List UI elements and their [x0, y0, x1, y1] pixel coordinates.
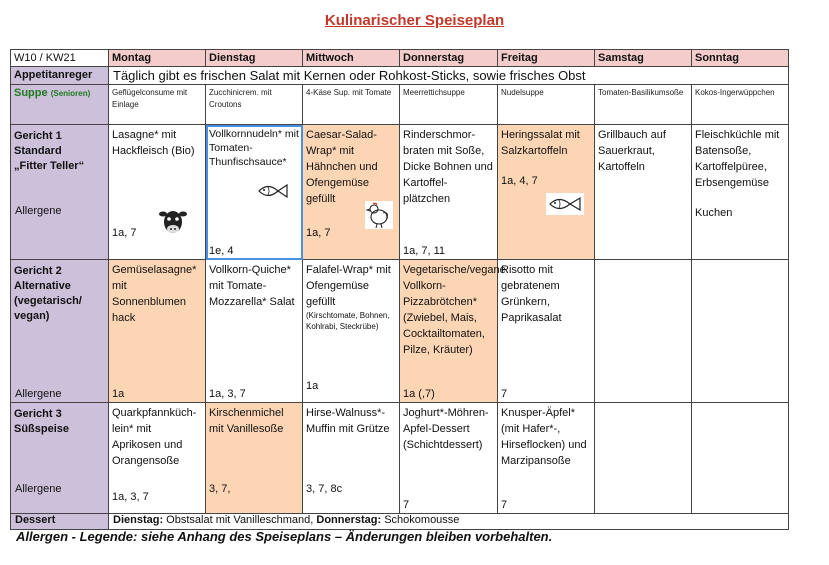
dish3-row [11, 403, 789, 514]
dish1-label-line: Gericht 1 [14, 130, 62, 142]
dessert-day: Donnerstag: [316, 514, 382, 526]
week-label: W10 / KW21 [11, 50, 109, 67]
dish-text: Vollkornnudeln* mit Tomaten-Thunfischsauce* [209, 128, 299, 168]
dish-text: Falafel-Wrap* mit Ofengemüse gefüllt [306, 264, 391, 308]
dish-cell [400, 260, 506, 403]
dish-allergens: 3, 7, [209, 483, 231, 495]
dish-cell [498, 125, 595, 260]
soup-item: Zucchinicrem. mit Croutons [206, 85, 303, 125]
menu-table [10, 49, 789, 530]
dessert-item: Schokomousse [381, 514, 460, 526]
soup-item: Kokos-Ingerwüppchen [692, 85, 789, 125]
row-label-dish3 [11, 403, 109, 514]
dish-cell [206, 125, 303, 260]
dish-text: Vollkorn-Quiche* mit Tomate-Mozzarella* Salat [209, 264, 295, 308]
dish1-label-line: „Fitter Teller“ [14, 160, 85, 172]
soup-label: Suppe [14, 87, 48, 99]
soup-item: Tomaten-Basilikumsoße [595, 85, 692, 125]
page-title: Kulinarischer Speiseplan [324, 12, 505, 29]
dish-cell [206, 403, 303, 514]
dish-cell [303, 260, 400, 403]
soup-item: 4-Käse Sup. mit Tomate [303, 85, 400, 125]
dish-text: Heringssalat mit Salzkartoffeln [501, 129, 580, 157]
allergens-label: Allergene [15, 205, 62, 217]
dish-allergens: 7 [501, 388, 508, 400]
dish-cell [595, 125, 692, 260]
dish-cell [595, 260, 692, 403]
allergens-label: Allergene [15, 483, 62, 495]
dish2-label-line: Gericht 2 [14, 265, 62, 277]
soup-item: Nudelsuppe [498, 85, 595, 125]
dish-text: Knusper-Äpfel* (mit Hafer*-, Hirseflocken) und Marzipansoße [501, 407, 587, 467]
dish-allergens: 1a, 3, 7 [209, 388, 246, 400]
dish2-label-line: vegan) [14, 310, 50, 322]
day-header: Freitag [498, 50, 595, 67]
dish-allergens: 1a, 7 [306, 227, 331, 239]
cow-icon [159, 205, 187, 237]
soup-row [11, 85, 789, 125]
dish1-label-line: Standard [14, 145, 62, 157]
dish-allergens: 1a, 7 [112, 227, 137, 239]
dish-text: Hirse-Walnuss*-Muffin mit Grütze [306, 407, 390, 435]
dish-cell [400, 403, 498, 514]
dessert-row [11, 514, 789, 530]
dish-allergens: 3, 7, 8c [306, 483, 343, 495]
dish-cell [206, 260, 303, 403]
day-header: Sonntag [692, 50, 789, 67]
appetizer-row [11, 67, 789, 85]
day-header: Montag [109, 50, 206, 67]
dish-text: Lasagne* mit Hackfleisch (Bio) [112, 129, 195, 157]
dish-allergens: 1e, 4 [209, 245, 234, 257]
fish-icon [546, 193, 584, 215]
row-label-dessert: Dessert [11, 514, 109, 530]
chicken-icon [365, 201, 393, 229]
dish-allergens: 7 [501, 499, 508, 511]
dish2-label-line: Alternative [14, 280, 71, 292]
dish3-label-line: Gericht 3 [14, 408, 62, 420]
allergens-label: Allergene [15, 388, 62, 400]
dessert-day: Dienstag: [113, 514, 164, 526]
dish-cell [303, 125, 400, 260]
row-label-appetizer: Appetitanreger [11, 67, 109, 85]
fish-icon [256, 181, 290, 201]
dish-text: Gemüselasagne* mit Sonnenblumen hack [112, 264, 197, 324]
dish-allergens: 1a, 4, 7 [501, 175, 538, 187]
dish-allergens: 1a [306, 380, 319, 392]
dish-allergens: 1a (,7) [403, 388, 435, 400]
header-row [11, 50, 789, 67]
dish-cell [692, 125, 789, 260]
dish-text: Vegetarische/vegane Vollkorn-Pizzabrötchen* (Zwiebel, Mais, Cocktailtomaten, Pilze, Kräuter) [403, 264, 506, 356]
dish-note: (Kirschtomate, Bohnen, Kohlrabi, Steckrübe) [306, 311, 390, 331]
dish-cell [692, 403, 789, 514]
day-header: Donnerstag [400, 50, 498, 67]
dish3-label-line: Süßspeise [14, 423, 70, 435]
appetizer-text: Täglich gibt es frischen Salat mit Kernen oder Rohkost-Sticks, sowie frisches Obst [109, 67, 789, 85]
row-label-soup [11, 85, 109, 125]
dish-text: Risotto mit gebratenem Grünkern, Paprikasalat [501, 264, 562, 324]
dish-text: Rinderschmor-braten mit Soße, Dicke Bohnen und Kartoffel-plätzchen [403, 129, 493, 205]
dish-text: Kirschenmichel mit Vanillesoße [209, 407, 284, 435]
day-header: Dienstag [206, 50, 303, 67]
dish-cell [109, 403, 206, 514]
dish-allergens: 1a [112, 388, 125, 400]
dish-cell [498, 260, 595, 403]
day-header: Samstag [595, 50, 692, 67]
dish-cell [400, 125, 498, 260]
dish-allergens: 7 [403, 499, 410, 511]
dish-cell [692, 260, 789, 403]
dessert-item: Obstsalat mit Vanilleschmand, [163, 514, 317, 526]
dish-extra: Kuchen [695, 207, 733, 219]
soup-item: Meerrettichsuppe [400, 85, 498, 125]
dish2-row [11, 260, 789, 403]
dish-text: Joghurt*-Möhren-Apfel-Dessert (Schichtdessert) [403, 407, 489, 451]
dish1-row [11, 125, 789, 260]
dish-text: Fleischküchle mit Batensoße, Kartoffelpüree, Erbsengemüse [695, 129, 780, 189]
dish-cell [109, 125, 206, 260]
dish-cell [303, 403, 400, 514]
dish-cell [595, 403, 692, 514]
dish-text: Caesar-Salad-Wrap* mit Hähnchen und Ofengemüse gefüllt [306, 129, 378, 205]
dish-text: Quarkpfannküch-lein* mit Aprikosen und Orangensoße [112, 407, 197, 467]
soup-item: Geflügelconsume mit Einlage [109, 85, 206, 125]
dish-text: Grillbauch auf Sauerkraut, Kartoffeln [598, 129, 666, 173]
row-label-dish2 [11, 260, 109, 403]
row-label-dish1 [11, 125, 109, 260]
soup-label-suffix: (Senioren) [50, 89, 91, 98]
dish2-label-line: (vegetarisch/ [14, 295, 82, 307]
dish-allergens: 1a, 3, 7 [112, 491, 149, 503]
dish-allergens: 1a, 7, 11 [403, 245, 445, 257]
dish-cell [498, 403, 595, 514]
day-header: Mittwoch [303, 50, 400, 67]
dish-cell [109, 260, 206, 403]
dessert-text [109, 514, 789, 530]
allergen-legend: Allergen - Legende: siehe Anhang des Speiseplans – Änderungen bleiben vorbehalten. [16, 529, 553, 544]
